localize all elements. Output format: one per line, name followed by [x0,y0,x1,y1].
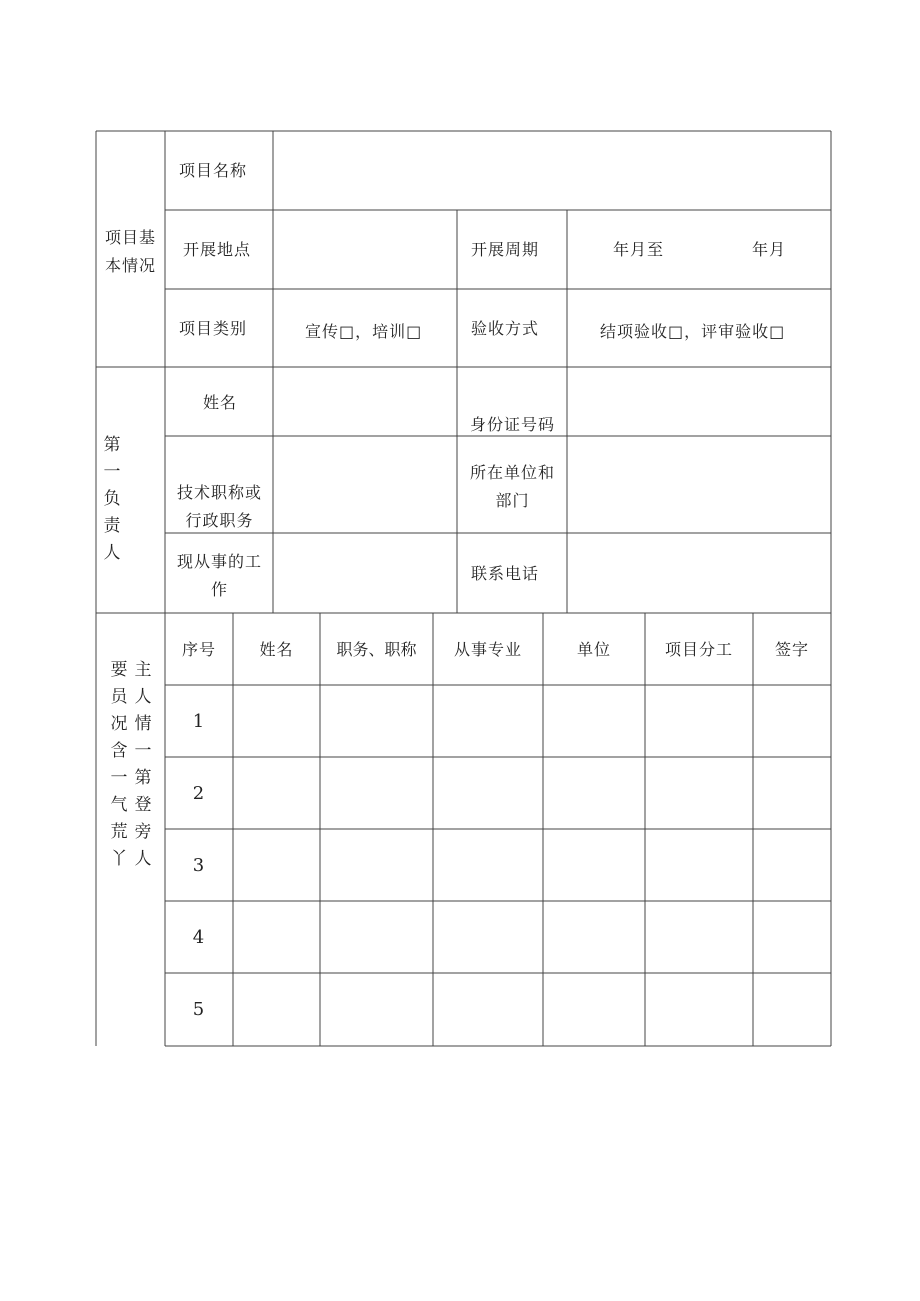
basic-section-label [96,224,165,280]
leader-work-label-line1: 现从事的工 [176,552,262,571]
members-header-unit: 单位 [576,640,611,659]
period-start-field[interactable]: 年月至 [613,240,665,259]
member-row-index: 1 [192,711,206,732]
member-row-index: 4 [192,927,206,948]
members-label-char: 况 [110,714,128,734]
member-row-2-fields[interactable] [234,758,830,828]
members-header-role: 项目分工 [664,640,733,659]
leader-unit-field[interactable] [568,437,830,532]
members-section-label-col1 [106,657,132,873]
leader-label-char: 一 [103,462,121,482]
leader-id-field[interactable] [568,368,830,435]
project-name-field[interactable] [274,132,830,209]
leader-unit-label-line1: 所在单位和 [469,463,555,482]
basic-section-label-line2: 本情况 [104,256,156,275]
members-label-char: 主 [134,660,152,680]
members-label-char: 情 [134,714,152,734]
category-label: 项目类别 [179,319,248,338]
leader-phone-field[interactable] [568,534,830,612]
leader-label-char: 第 [103,435,121,455]
period-label: 开展周期 [471,240,540,259]
members-label-char: 登 [134,795,152,815]
members-header-title: 职务、职称 [336,640,417,659]
acceptance-options[interactable]: 结项验收□，评审验收□ [600,322,786,341]
members-label-char: 丫 [110,849,128,869]
member-row-5-fields[interactable] [234,974,830,1045]
leader-title-label-line1: 技术职称或 [176,483,262,502]
members-label-char: 一 [134,741,152,761]
leader-id-label: 身份证号码 [470,415,556,434]
location-label: 开展地点 [183,240,252,259]
leader-title-label [166,479,273,535]
member-row-index: 3 [192,855,206,876]
leader-title-label-line2: 行政职务 [185,511,254,530]
member-row-4-fields[interactable] [234,902,830,972]
leader-phone-label: 联系电话 [471,564,540,583]
leader-unit-label-line2: 部门 [495,491,530,510]
leader-unit-label [458,459,567,515]
project-name-label: 项目名称 [179,161,248,180]
period-end-field[interactable]: 年月 [752,240,787,259]
members-header-index: 序号 [181,640,216,659]
leader-section-label [99,432,125,567]
members-label-char: 荒 [110,822,128,842]
members-header-major: 从事专业 [453,640,522,659]
member-row-1-fields[interactable] [234,686,830,756]
leader-label-char: 负 [103,489,121,509]
members-label-char: 人 [134,849,152,869]
members-label-char: 员 [110,687,128,707]
members-label-char: 人 [134,687,152,707]
leader-label-char: 责 [103,516,121,536]
leader-label-char: 人 [103,543,121,563]
leader-work-label-line2: 作 [210,580,228,599]
category-options[interactable]: 宣传□，培训□ [305,322,423,341]
member-row-index: 5 [192,999,206,1020]
members-label-char: 一 [110,768,128,788]
member-row-index: 2 [192,783,206,804]
acceptance-label: 验收方式 [471,319,540,338]
members-label-char: 旁 [134,822,152,842]
members-label-char: 含 [110,741,128,761]
leader-name-label: 姓名 [203,393,238,412]
members-label-char: 气 [110,795,128,815]
members-header-name: 姓名 [259,640,294,659]
basic-section-label-line1: 项目基 [104,228,156,247]
leader-work-label [166,548,273,604]
leader-title-field[interactable] [274,437,456,532]
leader-name-field[interactable] [274,368,456,435]
members-label-char: 第 [134,768,152,788]
members-header-signature: 签字 [774,640,809,659]
members-section-label-col2 [130,657,156,873]
leader-work-field[interactable] [274,534,456,612]
members-label-char: 要 [110,660,128,680]
member-row-3-fields[interactable] [234,830,830,900]
location-field[interactable] [274,211,456,288]
